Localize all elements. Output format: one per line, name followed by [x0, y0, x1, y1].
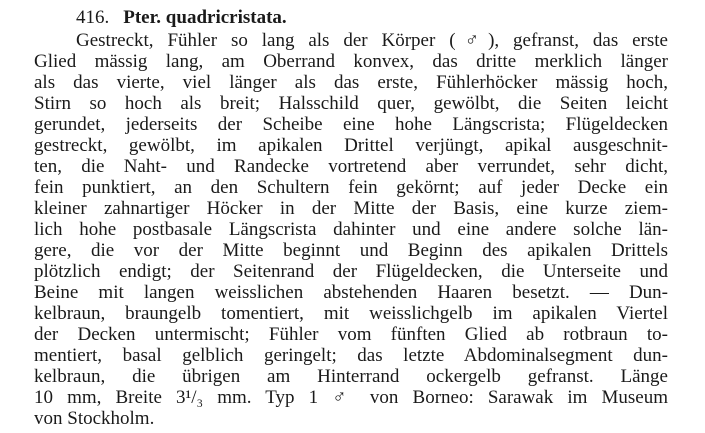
- text-line: der Decken untermischt; Fühler vom fünften Glied ab rotbraun to-: [34, 324, 668, 345]
- text-line: gestreckt, gewölbt, im apikalen Drittel verjüngt, apikal ausgeschnit-: [34, 135, 668, 156]
- text-line: kelbraun, braungelb tomentiert, mit weisslichgelb im apikalen Viertel: [34, 303, 668, 324]
- entry-heading: [76, 7, 287, 29]
- text-line: gere, die vor der Mitte beginnt und Beginn des apikalen Drittels: [34, 240, 668, 261]
- text-line: Stirn so hoch als breit; Halsschild quer, gewölbt, die Seiten leicht: [34, 93, 668, 114]
- text-line: fein punktiert, an den Schultern fein gekörnt; auf jeder Decke ein: [34, 177, 668, 198]
- text-line: plötzlich endigt; der Seitenrand der Flügeldecken, die Unterseite und: [34, 261, 668, 282]
- text-line: gerundet, jederseits der Scheibe eine hohe Längscrista; Flügeldecken: [34, 114, 668, 135]
- text-line: ten, die Naht- und Randecke vortretend aber verrundet, sehr dicht,: [34, 156, 668, 177]
- text-line: lich hohe postbasale Längscrista dahinter und eine andere solche län-: [34, 219, 668, 240]
- text-line: mentiert, basal gelblich geringelt; das letzte Abdominalsegment dun-: [34, 345, 668, 366]
- text-line: kleiner zahnartiger Höcker in der Mitte der Basis, eine kurze ziem-: [34, 198, 668, 219]
- text-line: kelbraun, die übrigen am Hinterrand ockergelb gefranst. Länge: [34, 366, 668, 387]
- entry-number: 416.: [76, 7, 110, 28]
- text-line: Gestreckt, Fühler so lang als der Körper (♂), gefranst, das erste: [76, 30, 668, 51]
- text-line: als das vierte, viel länger als das erste, Fühlerhöcker mässig hoch,: [34, 72, 668, 93]
- text-line: Glied mässig lang, am Oberrand konvex, das dritte merklich länger: [34, 51, 668, 72]
- text-line: von Stockholm.: [34, 408, 155, 429]
- text-line: Beine mit langen weisslichen abstehenden Haaren besetzt. — Dun-: [34, 282, 668, 303]
- text-line: 10 mm, Breite 3¹/₃ mm. Typ 1 ♂ von Borneo: Sarawak im Museum: [34, 387, 668, 408]
- species-name: Pter. quadricristata.: [123, 7, 287, 28]
